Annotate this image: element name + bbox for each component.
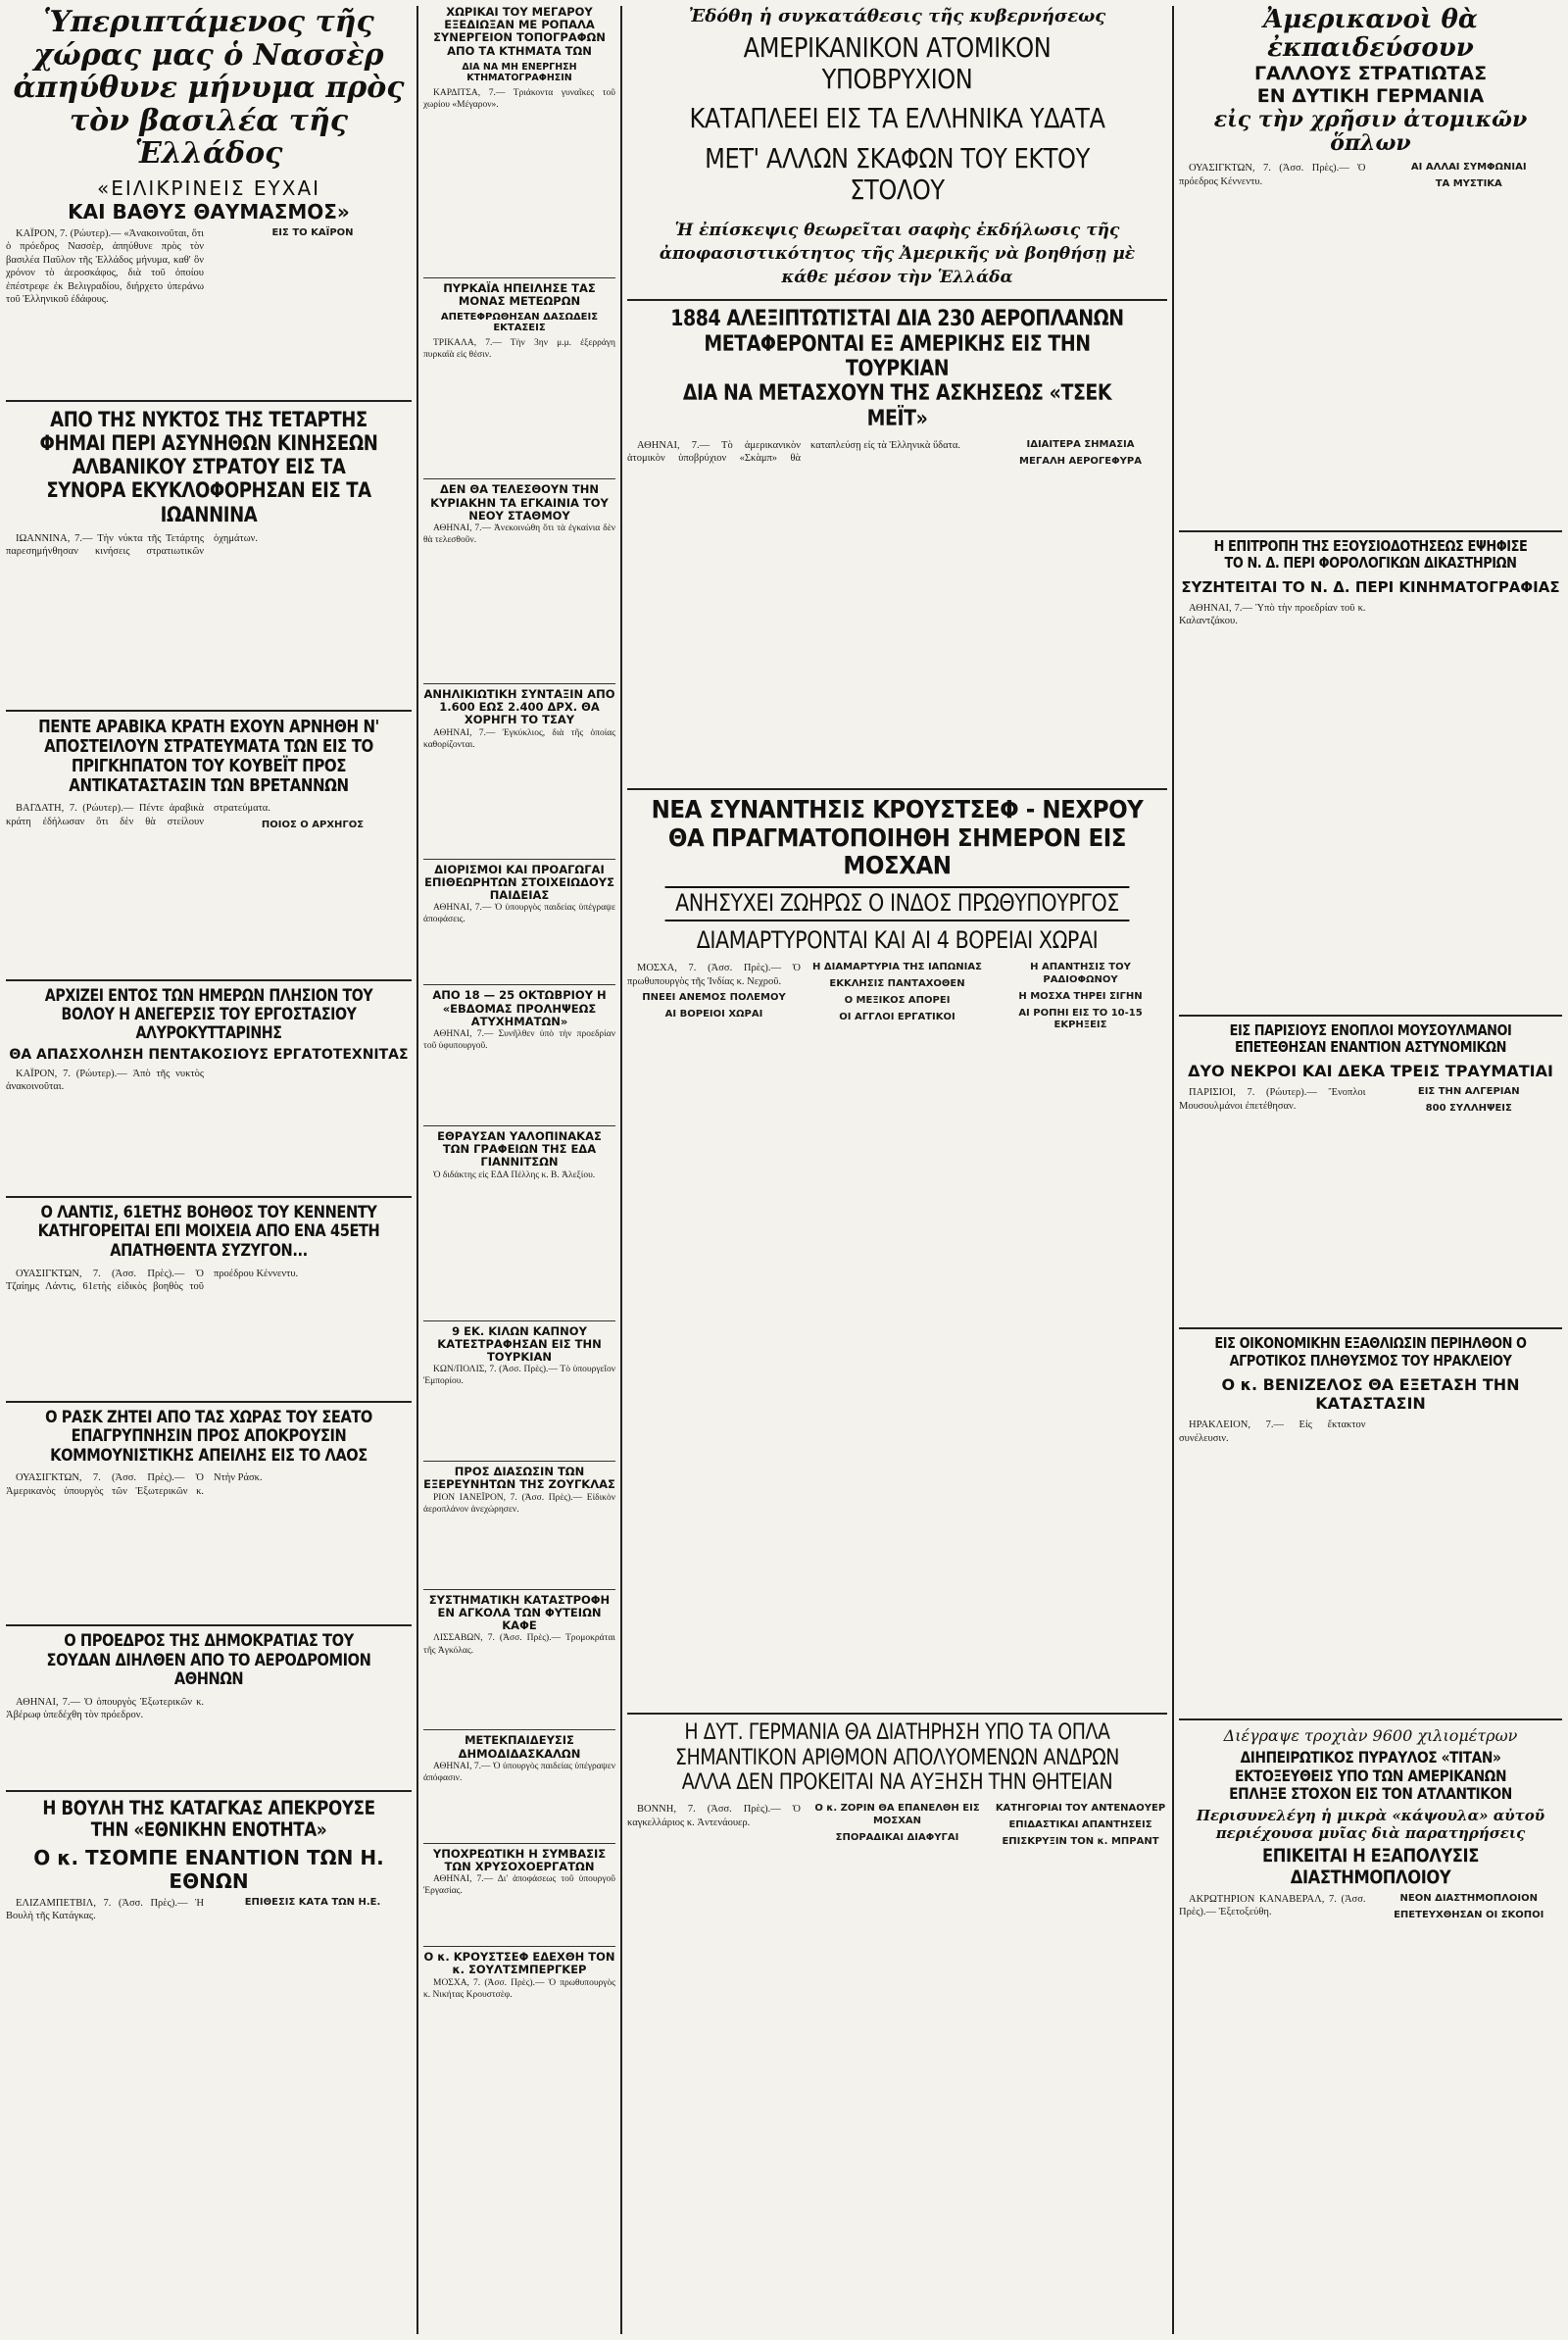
article-tax-courts: ΑΘΗΝΑΙ, 7.— Ὑπὸ τὴν προεδρίαν τοῦ κ. Καλαντζάκου. [1179,602,1366,626]
article-station: ΑΘΗΝΑΙ, 7.— Ἀνεκοινώθη ὅτι τὰ ἐγκαίνια δὲν θὰ τελεσθοῦν. [423,523,615,546]
headline-tobacco: 9 ΕΚ. ΚΙΛΩΝ ΚΑΠΝΟΥ ΚΑΤΕΣΤΡΑΦΗΣΑΝ ΕΙΣ ΤΗΝ ΤΟΥΡΚΙΑΝ [437,1323,602,1365]
article-germany: ΒΟΝΝΗ, 7. (Ἀσσ. Πρὲς).— Ὁ καγκελλάριος κ. Ἀντενάουερ. Ο κ. ΖΟΡΙΝ ΘΑ ΕΠΑΝΕΛΘΗ ΕΙΣ ΜΟΣΧΑΝ ΣΠΟΡΑΔΙΚΑΙ ΔΙΑΦΥΓΑΙ ΚΑΤΗΓΟΡΙΑΙ ΤΟΥ ΑΝΤΕΝΑΟΥΕΡ ΕΠΙΔΑΣΤΙΚΑΙ ΑΠΑΝΤΗΣΕΙΣ ΕΠΙΣΚΡΥΞΙΝ ΤΟΝ κ. ΜΠΡΑΝΤ [627,1803,1166,1847]
headline-arab-states: ΠΕΝΤΕ ΑΡΑΒΙΚΑ ΚΡΑΤΗ ΕΧΟΥΝ ΑΡΝΗΘΗ Ν' ΑΠΟΣΤΕΙΛΟΥΝ ΣΤΡΑΤΕΥΜΑΤΑ ΤΩΝ ΕΙΣ ΤΟ ΠΡΙΓΚΗΠΑΤΟΝ ΤΟΥ ΚΟΥΒΕΪΤ ΠΡΟΣ ΑΝΤΙΚΑΤΑΣΤΑΣΙΝ ΤΩΝ ΒΡΕΤΑΝΝΩΝ [38,717,379,797]
article-meteora: ΤΡΙΚΑΛΑ, 7.— Τὴν 3ην μ.μ. ἐξερράγη πυρκαϊὰ εἰς θέσιν. [423,338,615,361]
headline-khrushchev-sulzberger: Ο κ. ΚΡΟΥΣΤΣΕΦ ΕΔΕΧΘΗ ΤΟΝ κ. ΣΟΥΛΤΣΜΠΕΡΓΚΕΡ [423,1950,615,1977]
subhead-cinema: ΣΥΖΗΤΕΙΤΑΙ ΤΟ Ν. Δ. ΠΕΡΙ ΚΙΝΗΜΑΤΟΓΡΑΦΙΑΣ [1181,577,1560,596]
subhead-workers: ΘΑ ΑΠΑΣΧΟΛΗΣΗ ΠΕΝΤΑΚΟΣΙΟΥΣ ΕΡΓΑΤΟΤΕΧΝΙΤΑΣ [9,1047,409,1064]
headline-new-station: ΔΕΝ ΘΑ ΤΕΛΕΣΘΟΥΝ ΤΗΝ ΚΥΡΙΑΚΗΝ ΤΑ ΕΓΚΑΙΝΙΑ ΤΟΥ ΝΕΟΥ ΣΤΑΘΜΟΥ [430,482,609,523]
article-heraklion: ΗΡΑΚΛΕΙΟΝ, 7.— Εἰς ἔκτακτον συνέλευσιν. [1179,1419,1366,1444]
column-rule [416,6,418,2334]
subhead-atomic-weapons: εἰς τὴν χρῆσιν ἀτομικῶν ὅπλων [1213,106,1528,157]
article-megara: ΚΑΡΔΙΤΣΑ, 7.— Τριάκοντα γυναῖκες τοῦ χωρίου «Μέγαρον». [423,87,615,111]
headline-goldsmiths: ΥΠΟΧΡΕΩΤΙΚΗ Η ΣΥΜΒΑΣΙΣ ΤΩΝ ΧΡΥΣΟΧΟΕΡΓΑΤΩΝ [432,1846,607,1873]
column-left [6,6,412,2334]
headline-germany-1: Η ΔΥΤ. ΓΕΡΜΑΝΙΑ ΘΑ ΔΙΑΤΗΡΗΣΗ ΥΠΟ ΤΑ ΟΠΛΑ [684,1720,1110,1746]
headline-tax-courts: Η ΕΠΙΤΡΟΠΗ ΤΗΣ ΕΞΟΥΣΙΟΔΟΤΗΣΕΩΣ ΕΨΗΦΙΣΕ ΤΟ Ν. Δ. ΠΕΡΙ ΦΟΡΟΛΟΓΙΚΩΝ ΔΙΚΑΣΤΗΡΙΩΝ [1213,537,1528,573]
article-kuwait: ΒΑΓΔΑΤΗ, 7. (Ρώυτερ).— Πέντε ἀραβικὰ κράτη ἐδήλωσαν ὅτι δὲν θὰ στείλουν στρατεύματα. ΠΟΙΟΣ Ο ΑΡΧΗΓΟΣ [6,803,365,830]
subhead-west-germany: ΕΝ ΔΥΤΙΚΗ ΓΕΡΜΑΝΙΑ [1256,85,1485,108]
subhead-admiration: ΚΑΙ ΒΑΘΥΣ ΘΑΥΜΑΣΜΟΣ» [68,199,350,224]
headline-sudan: Ο ΠΡΟΕΔΡΟΣ ΤΗΣ ΔΗΜΟΚΡΑΤΙΑΣ ΤΟΥ ΣΟΥΔΑΝ ΔΙΗΛΘΕΝ ΑΠΟ ΤΟ ΑΕΡΟΔΡΟΜΙΟΝ ΑΘΗΝΩΝ [46,1631,371,1690]
article-landis: ΟΥΑΣΙΓΚΤΩΝ, 7. (Ἀσσ. Πρὲς).— Ὁ Τζαίημς Λάντις, 61ετὴς εἰδικὸς βοηθὸς τοῦ προέδρου Κέννεντυ. [6,1268,299,1292]
headline-meteora-fire: ΠΥΡΚΑΪΑ ΗΠΕΙΛΗΣΕ ΤΑΣ ΜΟΝΑΣ ΜΕΤΕΩΡΩΝ [443,280,596,309]
article-sulzberger: ΜΟΣΧΑ, 7. (Ἀσσ. Πρὲς).— Ὁ πρωθυπουργὸς κ. Νικήτας Κρουστσὲφ. [423,1977,615,2000]
article-pension: ΑΘΗΝΑΙ, 7.— Ἐγκύκλιος, διὰ τῆς ὁποίας καθορίζονται. [423,727,615,750]
headline-accident-week: ΑΠΟ 18 — 25 ΟΚΤΩΒΡΙΟΥ Η «ΕΒΔΟΜΑΣ ΠΡΟΛΗΨΕΩΣ ΑΤΥΧΗΜΑΤΩΝ» [432,988,607,1028]
article-eda: Ὁ διδάκτης εἰς ΕΔΑ Πέλλης κ. Β. Ἀλεξίου. [433,1170,596,1180]
article-albania: ΙΩΑΝΝΙΝΑ, 7.— Τὴν νύκτα τῆς Τετάρτης παρεσημήνθησαν κινήσεις στρατιωτικῶν ὀχημάτων. [6,532,259,558]
headline-american-training: Ἀμερικανοὶ θὰ ἐκπαιδεύσουν [1263,6,1478,64]
column-second: ΧΩΡΙΚΑΙ ΤΟΥ ΜΕΓΑΡΟΥ ΕΞΕΔΙΩΞΑΝ ΜΕ ΡΟΠΑΛΑ ΣΥΝΕΡΓΕΙΟΝ ΤΟΠΟΓΡΑΦΩΝ ΑΠΟ ΤΑ ΚΤΗΜΑΤΑ ΤΩΝ ΔΙΑ ΝΑ ΜΗ ΕΝΕΡΓΗΣΗ ΚΤΗΜΑΤΟΓΡΑΦΗΣΙΝ ΚΑΡΔΙΤΣΑ, 7.— Τριάκοντα γυναῖκες τοῦ χωρίου «Μέγαρον». ΠΥΡΚΑΪΑ ΗΠΕΙΛΗΣΕ ΤΑΣ ΜΟΝΑΣ ΜΕΤΕΩΡΩΝ ΑΠΕΤΕΦΡΩΘΗΣΑΝ ΔΑΣΩΔΕΙΣ ΕΚΤΑΣΕΙΣ ΤΡΙΚΑΛΑ, 7.— Τὴν 3ην μ.μ. ἐξερράγη πυρκαϊὰ εἰς θέσιν. ΔΕΝ ΘΑ ΤΕΛΕΣΘΟΥΝ ΤΗΝ ΚΥΡΙΑΚΗΝ ΤΑ ΕΓΚΑΙΝΙΑ ΤΟΥ ΝΕΟΥ ΣΤΑΘΜΟΥ ΑΘΗΝΑΙ, 7.— Ἀνεκοινώθη ὅτι τὰ ἐγκαίνια δὲν θὰ τελεσθοῦν. ΑΝΗΛΙΚΙΩΤΙΚΗ ΣΥΝΤΑΞΙΝ ΑΠΟ 1.600 ΕΩΣ 2.400 ΔΡΧ. ΘΑ ΧΟΡΗΓΗ ΤΟ ΤΣΑΥ ΑΘΗΝΑΙ, 7.— Ἐγκύκλιος, διὰ τῆς ὁποίας καθορίζονται. ΔΙΟΡΙΣΜΟΙ ΚΑΙ ΠΡΟΑΓΩΓΑΙ ΕΠΙΘΕΩΡΗΤΩΝ ΣΤΟΙΧΕΙΩΔΟΥΣ ΠΑΙΔΕΙΑΣ ΑΘΗΝΑΙ, 7.— Ὁ ὑπουργὸς παιδείας ὑπέγραψε ἀποφάσεις. ΑΠΟ 18 — 25 ΟΚΤΩΒΡΙΟΥ Η «ΕΒΔΟΜΑΣ ΠΡΟΛΗΨΕΩΣ ΑΤΥΧΗΜΑΤΩΝ» ΑΘΗΝΑΙ, 7.— Συνῆλθεν ὑπὸ τὴν προεδρίαν τοῦ ὑφυπουργοῦ. ΕΘΡΑΥΣΑΝ ΥΑΛΟΠΙΝΑΚΑΣ ΤΩΝ ΓΡΑΦΕΙΩΝ ΤΗΣ ΕΔΑ ΓΙΑΝΝΙΤΣΩΝ Ὁ διδάκτης εἰς ΕΔΑ Πέλλης κ. Β. Ἀλεξίου. 9 ΕΚ. ΚΙΛΩΝ ΚΑΠΝΟΥ ΚΑΤΕΣΤΡΑΦΗΣΑΝ ΕΙΣ ΤΗΝ ΤΟΥΡΚΙΑΝ ΚΩΝ/ΠΟΛΙΣ, 7. (Ἀσσ. Πρὲς).— Τὸ ὑπουργεῖον Ἐμπορίου. ΠΡΟΣ ΔΙΑΣΩΣΙΝ ΤΩΝ ΕΞΕΡΕΥΝΗΤΩΝ ΤΗΣ ΖΟΥΓΚΛΑΣ ΡΙΟΝ ΙΑΝΕΪΡΟΝ, 7. (Ἀσσ. Πρὲς).— Εἰδικὸν ἀεροπλάνον ἀνεχώρησεν. ΣΥΣΤΗΜΑΤΙΚΗ ΚΑΤΑΣΤΡΟΦΗ ΕΝ ΑΓΚΟΛΑ ΤΩΝ ΦΥΤΕΙΩΝ ΚΑΦΕ ΛΙΣΣΑΒΩΝ, 7. (Ἀσσ. Πρὲς).— Τρομοκράται τῆς Ἀγκόλας. ΜΕΤΕΚΠΑΙΔΕΥΣΙΣ ΔΗΜΟΔΙΔΑΣΚΑΛΩΝ ΑΘΗΝΑΙ, 7.— Ὁ ὑπουργὸς παιδείας ὑπέγραψεν ἀπόφασιν. ΥΠΟΧΡΕΩΤΙΚΗ Η ΣΥΜΒΑΣΙΣ ΤΩΝ ΧΡΥΣΟΧΟΕΡΓΑΤΩΝ ΑΘΗΝΑΙ, 7.— Δι' ἀποφάσεως τοῦ ὑπουργοῦ Ἐργασίας. Ο κ. ΚΡΟΥΣΤΣΕΦ ΕΔΕΧΘΗ ΤΟΝ κ. ΣΟΥΛΤΣΜΠΕΡΓΚΕΡ ΜΟΣΧΑ, 7. (Ἀσσ. Πρὲς).— Ὁ πρωθυπουργὸς κ. Νικήτας Κρουστσὲφ. [423,6,615,2334]
headline-rusk: Ο ΡΑΣΚ ΖΗΤΕΙ ΑΠΟ ΤΑΣ ΧΩΡΑΣ ΤΟΥ ΣΕΑΤΟ ΕΠΑΓΡΥΠΝΗΣΙΝ ΠΡΟΣ ΑΠΟΚΡΟΥΣΙΝ ΚΟΜΜΟΥΝΙΣΤΙΚΗΣ ΑΠΕΙΛΗΣ ΕΙΣ ΤΟ ΛΑΟΣ [45,1407,372,1466]
headline-nehru-2: ΘΑ ΠΡΑΓΜΑΤΟΠΟΙΗΘΗ ΣΗΜΕΡΟΝ ΕΙΣ ΜΟΣΧΑΝ [667,822,1127,880]
headline-nehru-1: ΝΕΑ ΣΥΝΑΝΤΗΣΙΣ ΚΡΟΥΣΤΣΕΦ - ΝΕΧΡΟΥ [651,794,1144,823]
column-right [1179,6,1562,2334]
headline-paratroopers-2: ΜΕΤΑΦΕΡΟΝΤΑΙ ΕΞ ΑΜΕΡΙΚΗΣ ΕΙΣ ΤΗΝ ΤΟΥΡΚΙΑΝ [704,331,1091,381]
column-center [627,6,1167,2334]
article-accident-week: ΑΘΗΝΑΙ, 7.— Συνῆλθεν ὑπὸ τὴν προεδρίαν τοῦ ὑφυπουργοῦ. [423,1028,615,1052]
headline-megara-villagers: ΧΩΡΙΚΑΙ ΤΟΥ ΜΕΓΑΡΟΥ ΕΞΕΔΙΩΞΑΝ ΜΕ ΡΟΠΑΛΑ ΣΥΝΕΡΓΕΙΟΝ ΤΟΠΟΓΡΑΦΩΝ ΑΠΟ ΤΑ ΚΤΗΜΑΤΑ ΤΩΝ [433,6,606,58]
column-rule [620,6,622,2334]
kicker-consent: Ἐδόθη ἡ συγκατάθεσις τῆς κυβερνήσεως [688,6,1106,26]
article-teachers: ΑΘΗΝΑΙ, 7.— Ὁ ὑπουργὸς παιδείας ὑπέγραψεν ἀπόφασιν. [423,1761,615,1783]
subhead-tshombe: Ο κ. ΤΣΟΜΠΕ ΕΝΑΝΤΙΟΝ ΤΩΝ Η. ΕΘΝΩΝ [33,1845,384,1893]
article-tobacco: ΚΩΝ/ΠΟΛΙΣ, 7. (Ἀσσ. Πρὲς).— Τὸ ὑπουργεῖον Ἐμπορίου. [423,1365,615,1387]
headline-submarine-3: ΜΕΤ' ΑΛΛΩΝ ΣΚΑΦΩΝ ΤΟΥ ΕΚΤΟΥ ΣΤΟΛΟΥ [705,141,1090,206]
headline-inspectors: ΔΙΟΡΙΣΜΟΙ ΚΑΙ ΠΡΟΑΓΩΓΑΙ ΕΠΙΘΕΩΡΗΤΩΝ ΣΤΟΙΧΕΙΩΔΟΥΣ ΠΑΙΔΕΙΑΣ [424,862,614,903]
article-nehru: ΜΟΣΧΑ, 7. (Ἀσσ. Πρὲς).— Ὁ πρωθυπουργὸς τῆς Ἰνδίας κ. Νεχροῦ. ΠΝΕΕΙ ΑΝΕΜΟΣ ΠΟΛΕΜΟΥ ΑΙ ΒΟΡΕΙΟΙ ΧΩΡΑΙ Η ΔΙΑΜΑΡΤΥΡΙΑ ΤΗΣ ΙΑΠΩΝΙΑΣ ΕΚΚΛΗΣΙΣ ΠΑΝΤΑΧΟΘΕΝ Ο ΜΕΞΙΚΟΣ ΑΠΟΡΕΙ ΟΙ ΑΓΓΛΟΙ ΕΡΓΑΤΙΚΟΙ Η ΑΠΑΝΤΗΣΙΣ ΤΟΥ ΡΑΔΙΟΦΩΝΟΥ Η ΜΟΣΧΑ ΤΗΡΕΙ ΣΙΓΗΝ ΑΙ ΡΟΠΗΙ ΕΙΣ ΤΟ 10-15 ΕΚΡΗΞΕΙΣ [627,962,1143,1031]
article-rusk: ΟΥΑΣΙΓΚΤΩΝ, 7. (Ἀσσ. Πρὲς).— Ὁ Ἀμερικανὸς ὑπουργὸς τῶν Ἐξωτερικῶν κ. Ντὴν Ράσκ. [6,1472,263,1497]
headline-albania: ΑΠΟ ΤΗΣ ΝΥΚΤΟΣ ΤΗΣ ΤΕΤΑΡΤΗΣ ΦΗΜΑΙ ΠΕΡΙ ΑΣΥΝΗΘΩΝ ΚΙΝΗΣΕΩΝ ΑΛΒΑΝΙΚΟΥ ΣΤΡΑΤΟΥ ΕΙΣ ΤΑ ΣΥΝΟΡΑ ΕΚΥΚΛΟΦΟΡΗΣΑΝ ΕΙΣ ΤΑ ΙΩΑΝΝΙΝΑ [39,407,378,526]
article-katanga: ΕΛΙΖΑΜΠΕΤΒΙΛ, 7. (Ἀσσ. Πρὲς).— Ἡ Βουλὴ τῆς Κατάγκας. ΕΠΙΘΕΣΙΣ ΚΑΤΑ ΤΩΝ Η.Ε. [6,1896,381,1922]
subhead-french-soldiers: ΓΑΛΛΟΥΣ ΣΤΡΑΤΙΩΤΑΣ [1253,63,1488,85]
headline-spacecraft: ΕΠΙΚΕΙΤΑΙ Η ΕΞΑΠΟΛΥΣΙΣ ΔΙΑΣΤΗΜΟΠΛΟΙΟΥ [1262,1845,1479,1889]
subhead-dead-wounded: ΔΥΟ ΝΕΚΡΟΙ ΚΑΙ ΔΕΚΑ ΤΡΕΙΣ ΤΡΑΥΜΑΤΙΑΙ [1188,1062,1553,1081]
headline-pension: ΑΝΗΛΙΚΙΩΤΙΚΗ ΣΥΝΤΑΞΙΝ ΑΠΟ 1.600 ΕΩΣ 2.400 ΔΡΧ. ΘΑ ΧΟΡΗΓΗ ΤΟ ΤΣΑΥ [423,686,615,727]
article-nasser: ΚΑΪΡΟΝ, 7. (Ρώυτερ).— «Ἀνακοινοῦται, ὅτι ὁ πρόεδρος Νασσὲρ, ἀπηύθυνε πρὸς τὸν βασιλέα Παῦλον τῆς Ἑλλάδος μήνυμα, καθ' ὃν χρόνον τὸ ἀεροσκάφος, διὰ τοῦ ὁποίου ἐπέστρεφε ἐκ Βελιγραδίου, διήρχετο ὑπεράνω τοῦ Ἑλληνικοῦ ἐδάφους. ΕΙΣ ΤΟ ΚΑΪΡΟΝ [6,226,354,306]
article-training: ΟΥΑΣΙΓΚΤΩΝ, 7. (Ἀσσ. Πρὲς).— Ὁ πρόεδρος Κέννεντυ. ΑΙ ΑΛΛΑΙ ΣΥΜΦΩΝΙΑΙ ΤΑ ΜΥΣΤΙΚΑ [1179,162,1527,189]
headline-germany-3: ΑΛΛΑ ΔΕΝ ΠΡΟΚΕΙΤΑΙ ΝΑ ΑΥΞΗΣΗ ΤΗΝ ΘΗΤΕΙΑΝ [681,1769,1113,1795]
headline-submarine-1: ΑΜΕΡΙΚΑΝΙΚΟΝ ΑΤΟΜΙΚΟΝ ΥΠΟΒΡΥΧΙΟΝ [743,31,1052,96]
headline-paratroopers-3: ΔΙΑ ΝΑ ΜΕΤΑΣΧΟΥΝ ΤΗΣ ΑΣΚΗΣΕΩΣ «ΤΣΕΚ ΜΕΪΤ» [682,381,1112,431]
headline-submarine-2: ΚΑΤΑΠΛΕΕΙ ΕΙΣ ΤΑ ΕΛΛΗΝΙΚΑ ΥΔΑΤΑ [689,102,1105,135]
article-volos: ΚΑΪΡΟΝ, 7. (Ρώυτερ).— Ἀπὸ τῆς νυκτὸς ἀνακοινοῦται. [6,1068,204,1093]
headline-katanga: Η ΒΟΥΛΗ ΤΗΣ ΚΑΤΑΓΚΑΣ ΑΠΕΚΡΟΥΣΕ ΤΗΝ «ΕΘΝΙΚΗΝ ΕΝΟΤΗΤΑ» [42,1796,375,1842]
headline-nehru-4: ΔΙΑΜΑΡΤΥΡΟΝΤΑΙ ΚΑΙ ΑΙ 4 ΒΟΡΕΙΑΙ ΧΩΡΑΙ [696,925,1099,954]
article-angola: ΛΙΣΣΑΒΩΝ, 7. (Ἀσσ. Πρὲς).— Τρομοκράται τῆς Ἀγκόλας. [423,1633,615,1656]
headline-landis: Ο ΛΑΝΤΙΣ, 61ΕΤΗΣ ΒΟΗΘΟΣ ΤΟΥ ΚΕΝΝΕΝΤΥ ΚΑΤΗΓΟΡΕΙΤΑΙ ΕΠΙ ΜΟΙΧΕΙΑ ΑΠΟ ΕΝΑ 45ΕΤΗ ΑΠΑΤΗΘΕΝΤΑ ΣΥΖΥΓΟΝ... [37,1202,380,1261]
headline-nehru-3: ΑΝΗΣΥΧΕΙ ΖΩΗΡΩΣ Ο ΙΝΔΟΣ ΠΡΩΘΥΠΟΥΡΓΟΣ [665,886,1130,921]
headline-titan-missile: ΔΙΗΠΕΙΡΩΤΙΚΟΣ ΠΥΡΑΥΛΟΣ «ΤΙΤΑΝ» ΕΚΤΟΞΕΥΘΕΙΣ ΥΠΟ ΤΩΝ ΑΜΕΡΙΚΑΝΩΝ ΕΠΛΗΞΕ ΣΤΟΧΟΝ ΕΙΣ ΤΟΝ ΑΤΛΑΝΤΙΚΟΝ [1229,1748,1512,1803]
kicker-trajectory: Διέγραψε τροχιὰν 9600 χιλιομέτρων [1223,1726,1518,1746]
subhead-venizelos: Ο κ. ΒΕΝΙΖΕΛΟΣ ΘΑ ΕΞΕΤΑΣΗ ΤΗΝ ΚΑΤΑΣΤΑΣΙΝ [1221,1374,1520,1413]
article-jungle: ΡΙΟΝ ΙΑΝΕΪΡΟΝ, 7. (Ἀσσ. Πρὲς).— Εἰδικὸν ἀεροπλάνον ἀνεχώρησεν. [423,1492,615,1515]
headline-jungle: ΠΡΟΣ ΔΙΑΣΩΣΙΝ ΤΩΝ ΕΞΕΡΕΥΝΗΤΩΝ ΤΗΣ ΖΟΥΓΚΛΑΣ [423,1465,615,1492]
deck-capsule-2: περιέχουσα μυῖας διὰ παρατηρήσεις [1215,1824,1526,1843]
headline-heraklion: ΕΙΣ ΟΙΚΟΝΟΜΙΚΗΝ ΕΞΑΘΛΙΩΣΙΝ ΠΕΡΙΗΛΘΟΝ Ο ΑΓΡΟΤΙΚΟΣ ΠΛΗΘΥΣΜΟΣ ΤΟΥ ΗΡΑΚΛΕΙΟΥ [1214,1334,1527,1369]
headline-paris-muslims: ΕΙΣ ΠΑΡΙΣΙΟΥΣ ΕΝΟΠΛΟΙ ΜΟΥΣΟΥΛΜΑΝΟΙ ΕΠΕΤΕΘΗΣΑΝ ΕΝΑΝΤΙΟΝ ΑΣΤΥΝΟΜΙΚΩΝ [1229,1021,1512,1056]
headline-volos-factory: ΑΡΧΙΖΕΙ ΕΝΤΟΣ ΤΩΝ ΗΜΕΡΩΝ ΠΛΗΣΙΟΝ ΤΟΥ ΒΟΛΟΥ Η ΑΝΕΓΕΡΣΙΣ ΤΟΥ ΕΡΓΟΣΤΑΣΙΟΥ ΑΛΥΡΟΚΥΤΤΑΡΙΝΗΣ [44,986,373,1043]
article-paris: ΠΑΡΙΣΙΟΙ, 7. (Ρώυτερ).— Ἔνοπλοι Μουσουλμάνοι ἐπετέθησαν. ΕΙΣ ΤΗΝ ΑΛΓΕΡΙΑΝ 800 ΣΥΛΛΗΨΕΙΣ [1179,1086,1520,1115]
deck-capsule-1: Περισυνελέγη ἡ μικρὰ «κάψουλα» αὐτοῦ [1196,1807,1545,1825]
headline-teachers: ΜΕΤΕΚΠΑΙΔΕΥΣΙΣ ΔΗΜΟΔΙΔΑΣΚΑΛΩΝ [458,1733,581,1761]
subhead-wishes: «ΕΙΛΙΚΡΙΝΕΙΣ ΕΥΧΑΙ [96,175,321,200]
headline-angola-coffee: ΣΥΣΤΗΜΑΤΙΚΗ ΚΑΤΑΣΤΡΟΦΗ ΕΝ ΑΓΚΟΛΑ ΤΩΝ ΦΥΤΕΙΩΝ ΚΑΦΕ [428,1592,611,1633]
deck-visit: Ἡ ἐπίσκεψις θεωρεῖται σαφὴς ἐκδήλωσις τῆς ἀποφασιστικότητος τῆς Ἀμερικῆς νὰ βοηθήσῃ μὲ κάθε μέσον τὴν Ἑλλάδα [659,220,1136,287]
headline-paratroopers-1: 1884 ΑΛΕΞΙΠΤΩΤΙΣΤΑΙ ΔΙΑ 230 ΑΕΡΟΠΛΑΝΩΝ [670,307,1124,332]
headline-nasser: Ὑπεριπτάμενος τῆς χώρας μας ὁ Νασσὲρ ἀπηύθυνε μήνυμα πρὸς τὸν βασιλέα τῆς Ἑλλάδος [13,6,405,172]
article-inspectors: ΑΘΗΝΑΙ, 7.— Ὁ ὑπουργὸς παιδείας ὑπέγραψε ἀποφάσεις. [423,903,615,925]
headline-eda-windows: ΕΘΡΑΥΣΑΝ ΥΑΛΟΠΙΝΑΚΑΣ ΤΩΝ ΓΡΑΦΕΙΩΝ ΤΗΣ ΕΔΑ ΓΙΑΝΝΙΤΣΩΝ [437,1128,602,1170]
article-sudan: ΑΘΗΝΑΙ, 7.— Ὁ ὁπουργὸς Ἐξωτερικῶν κ. Ἀβέρωφ ὑπεδέχθη τὸν πρόεδρον. [6,1696,204,1721]
article-submarine: ΑΘΗΝΑΙ, 7.— Τὸ ἀμερικανικὸν ἀτομικὸν ὑποβρύχιον «Σκὰμπ» θὰ καταπλεύσῃ εἰς τὰ Ἑλληνικὰ ὕδατα. ΙΔΙΑΙΤΕΡΑ ΣΗΜΑΣΙΑ ΜΕΓΑΛΗ ΑΕΡΟΓΕΦΥΡΑ [627,438,1142,467]
article-titan: ΑΚΡΩΤΗΡΙΟΝ ΚΑΝΑΒΕΡΑΛ, 7. (Ἀσσ. Πρὲς).— Ἐξετοξεύθη. ΝΕΟΝ ΔΙΑΣΤΗΜΟΠΛΟΙΟΝ ΕΠΕΤΕΥΧΘΗΣΑΝ ΟΙ ΣΚΟΠΟΙ [1179,1892,1544,1920]
column-rule [1172,6,1174,2334]
headline-germany-2: ΣΗΜΑΝΤΙΚΟΝ ΑΡΙΘΜΟΝ ΑΠΟΛΥΟΜΕΝΩΝ ΑΝΔΡΩΝ [674,1745,1120,1770]
article-goldsmiths: ΑΘΗΝΑΙ, 7.— Δι' ἀποφάσεως τοῦ ὑπουργοῦ Ἐργασίας. [423,1874,615,1897]
